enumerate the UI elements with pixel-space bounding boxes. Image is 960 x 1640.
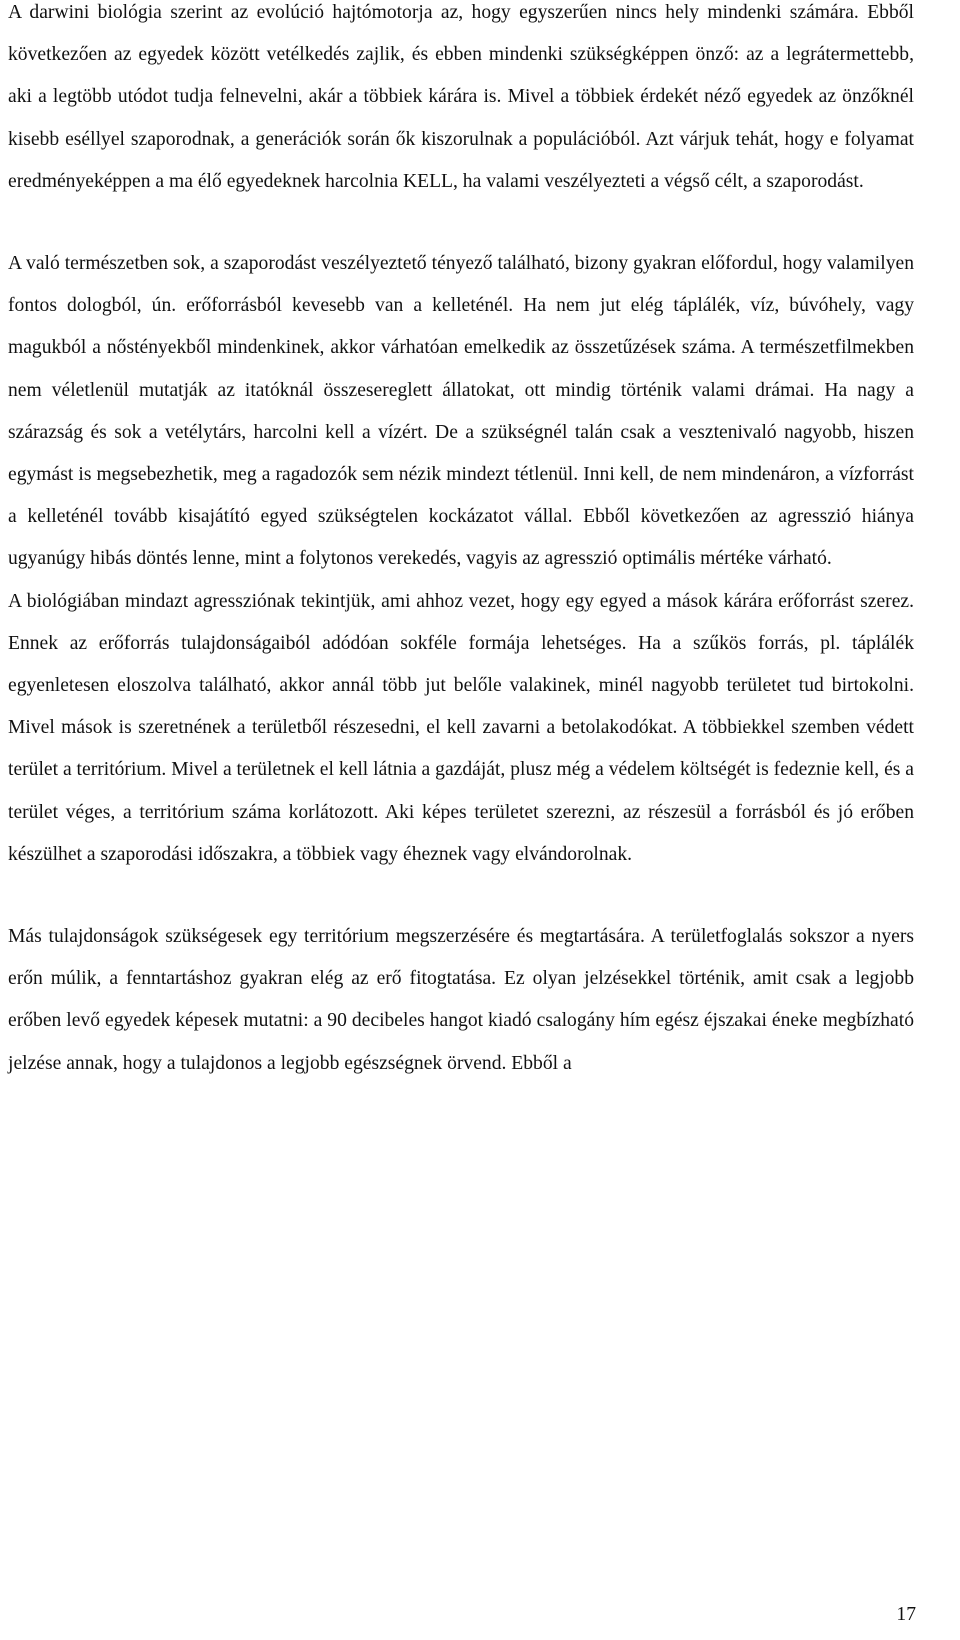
paragraph-4: Más tulajdonságok szükségesek egy territórium megszerzésére és megtartására. A területfoglalás sokszor a nyers erőn múlik, a fenntartáshoz gyakran elég az erő fitogtatása. Ez olyan jelzésekkel történik, amit csak a legjobb erőben levő egyedek képesek mutatni: a 90 decibeles hangot kiadó csalogány hím egész éjszakai éneke megbízható jelzése annak, hogy a tulajdonos a legjobb egészségnek örvend. Ebből a: [8, 926, 914, 1074]
document-page: [8, 0, 914, 1085]
paragraph-2: A való természetben sok, a szaporodást veszélyeztető tényező található, bizony gyakran előfordul, hogy valamilyen fontos dologból, ún. erőforrásból kevesebb van a kelleténél. Ha nem jut elég táplálék, víz, búvóhely, vagy magukból a nőstényekből mindenkinek, akkor várhatóan emelkedik az összetűzések száma. A természetfilmekben nem véletlenül mutatják az itatóknál összesereglett állatokat, ott mindig történik valami drámai. Ha nagy a szárazság és sok a vetélytárs, harcolni kell a vízért. De a szükségnél talán csak a vesztenivaló nagyobb, hiszen egymást is megsebezhetik, meg a ragadozók sem nézik mindezt tétlenül. Inni kell, de nem mindenáron, a vízforrást a kelleténél tovább kisajátító egyed szükségtelen kockázatot vállal. Ebből következően az agresszió hiánya ugyanúgy hibás döntés lenne, mint a folytonos verekedés, vagyis az agresszió optimális mértéke várható.: [8, 253, 914, 570]
paragraph-1: A darwini biológia szerint az evolúció hajtómotorja az, hogy egyszerűen nincs hely mindenki számára. Ebből következően az egyedek között vetélkedés zajlik, és ebben mindenki szükségképpen önző: az a legrátermettebb, aki a legtöbb utódot tudja felnevelni, akár a többiek kárára is. Mivel a többiek érdekét néző egyedek az önzőknél kisebb eséllyel szaporodnak, a generációk során ők kiszorulnak a populációból. Azt várjuk tehát, hogy e folyamat eredményeképpen a ma élő egyedeknek harcolnia KELL, ha valami veszélyezteti a végső célt, a szaporodást.: [8, 2, 914, 192]
page-number: 17: [896, 1604, 916, 1625]
paragraph-3: A biológiában mindazt agressziónak tekintjük, ami ahhoz vezet, hogy egy egyed a mások kárára erőforrást szerez. Ennek az erőforrás tulajdonságaiból adódóan sokféle formája lehetséges. Ha a szűkös forrás, pl. táplálék egyenletesen eloszolva található, akkor annál több jut belőle valakinek, minél nagyobb területet tud birtokolni. Mivel mások is szeretnének a területből részesedni, el kell zavarni a betolakodókat. A többiekkel szemben védett terület a territórium. Mivel a területnek el kell látnia a gazdáját, plusz még a védelem költségét is fedeznie kell, és a terület véges, a territórium száma korlátozott. Aki képes területet szerezni, az részesül a forrásból és jó erőben készülhet a szaporodási időszakra, a többiek vagy éheznek vagy elvándorolnak.: [8, 590, 914, 865]
